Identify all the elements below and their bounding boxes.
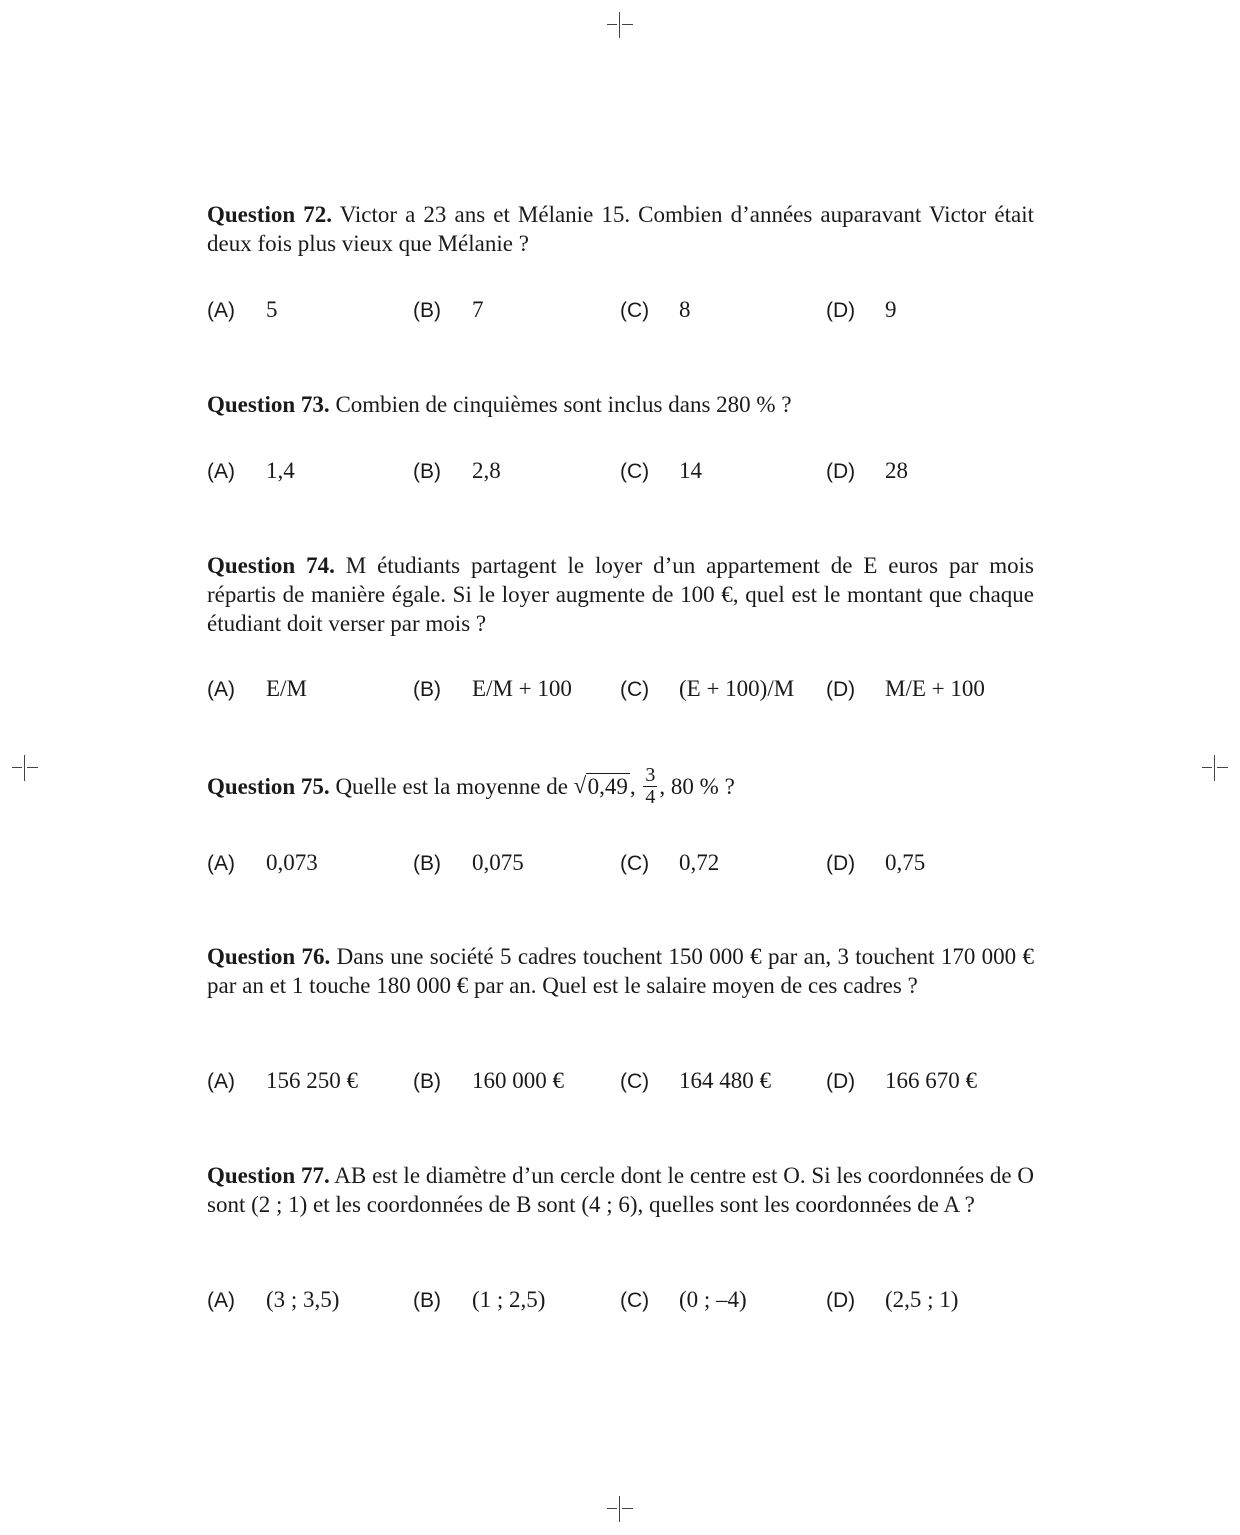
option-b[interactable] [413, 850, 524, 876]
option-value: (2,5 ; 1) [885, 1287, 959, 1312]
option-letter: (B) [413, 1289, 441, 1312]
option-b[interactable] [413, 676, 572, 702]
option-letter: (B) [413, 1070, 441, 1093]
answer-options [207, 458, 1034, 488]
option-d[interactable] [826, 297, 897, 323]
question-label: Question 76. [207, 944, 331, 969]
option-letter: (B) [413, 852, 441, 875]
option-c[interactable] [620, 1068, 771, 1094]
question-77 [207, 1161, 1034, 1312]
question-label: Question 72. [207, 202, 333, 227]
option-c[interactable] [620, 850, 719, 876]
question-label: Question 75. [207, 773, 330, 799]
option-value: (3 ; 3,5) [266, 1287, 340, 1312]
question-text [207, 1161, 1034, 1219]
option-letter: (B) [413, 678, 441, 701]
option-d[interactable] [826, 850, 925, 876]
question-body: AB est le diamètre d’un cercle dont le centre est O. Si les coordonnées de O sont (2 ; 1) et les coordonnées de B sont (4 ; 6), quelles sont les coordonnées de A ? [207, 1163, 1034, 1217]
separator: , [629, 773, 636, 799]
option-value: 0,75 [885, 850, 926, 875]
question-body-end: , 80 % ? [659, 773, 735, 799]
option-a[interactable] [207, 458, 295, 484]
option-value: (E + 100)/M [679, 676, 795, 701]
question-body: Victor a 23 ans et Mélanie 15. Combien d’années auparavant Victor était deux fois plus vieux que Mélanie ? [207, 202, 1034, 256]
crop-mark-bottom [607, 1496, 633, 1522]
option-value: 164 480 € [679, 1068, 771, 1093]
question-label: Question 73. [207, 392, 330, 417]
radical-sign-icon: √ [573, 772, 587, 798]
option-value: 28 [885, 458, 908, 483]
question-text [207, 200, 1034, 258]
option-value: 156 250 € [266, 1068, 358, 1093]
option-letter: (A) [207, 1289, 235, 1312]
option-letter: (A) [207, 852, 235, 875]
option-value: 5 [266, 297, 278, 322]
option-letter: (A) [207, 678, 235, 701]
question-body: Quelle est la moyenne de [335, 773, 568, 799]
option-value: 166 670 € [885, 1068, 977, 1093]
option-value: 9 [885, 297, 897, 322]
radicand: 0,49 [587, 773, 628, 799]
option-b[interactable] [413, 297, 484, 323]
option-c[interactable] [620, 676, 794, 702]
fraction [643, 765, 657, 808]
option-letter: (B) [413, 299, 441, 322]
option-value: 0,073 [266, 850, 318, 875]
answer-options [207, 676, 1034, 706]
option-c[interactable] [620, 297, 691, 323]
option-letter: (C) [620, 1070, 650, 1093]
question-body: Dans une société 5 cadres touchent 150 000 € par an, 3 touchent 170 000 € par an et 1 touche 180 000 € par an. Quel est le salaire moyen de ces cadres ? [207, 944, 1035, 998]
option-b[interactable] [413, 458, 501, 484]
option-letter: (D) [826, 460, 856, 483]
question-74 [207, 551, 1034, 701]
option-letter: (C) [620, 299, 650, 322]
square-root [574, 772, 630, 801]
option-a[interactable] [207, 1287, 339, 1313]
answer-options [207, 297, 1034, 327]
fraction-denominator: 4 [645, 786, 656, 808]
option-a[interactable] [207, 1068, 358, 1094]
option-value: 0,075 [472, 850, 524, 875]
option-value: 2,8 [472, 458, 501, 483]
question-75 [207, 764, 1034, 875]
fraction-numerator: 3 [645, 764, 656, 786]
option-b[interactable] [413, 1068, 564, 1094]
option-letter: (C) [620, 460, 650, 483]
option-c[interactable] [620, 458, 702, 484]
option-letter: (B) [413, 460, 441, 483]
option-letter: (C) [620, 678, 650, 701]
option-value: (0 ; –4) [679, 1287, 747, 1312]
question-body: Combien de cinquièmes sont inclus dans 280 % ? [335, 392, 792, 417]
question-text [207, 764, 1034, 810]
option-d[interactable] [826, 1287, 958, 1313]
question-76 [207, 942, 1035, 1093]
option-letter: (A) [207, 299, 235, 322]
option-value: 160 000 € [472, 1068, 564, 1093]
answer-options [207, 1287, 1034, 1317]
crop-mark-right [1202, 755, 1228, 781]
option-value: E/M + 100 [472, 676, 572, 701]
option-a[interactable] [207, 676, 307, 702]
option-letter: (C) [620, 1289, 650, 1312]
option-value: 7 [472, 297, 484, 322]
option-letter: (D) [826, 1070, 856, 1093]
option-a[interactable] [207, 850, 318, 876]
option-d[interactable] [826, 676, 985, 702]
crop-mark-left [12, 755, 38, 781]
option-value: M/E + 100 [885, 676, 985, 701]
option-value: 8 [679, 297, 691, 322]
question-72 [207, 200, 1034, 322]
option-letter: (D) [826, 852, 856, 875]
answer-options [207, 1068, 1034, 1098]
option-value: E/M [266, 676, 307, 701]
option-a[interactable] [207, 297, 278, 323]
option-letter: (C) [620, 852, 650, 875]
option-d[interactable] [826, 458, 908, 484]
option-value: (1 ; 2,5) [472, 1287, 546, 1312]
question-text [207, 551, 1034, 638]
question-text [207, 390, 1034, 419]
option-letter: (D) [826, 299, 856, 322]
crop-mark-top [607, 12, 633, 38]
option-letter: (A) [207, 1070, 235, 1093]
answer-options [207, 850, 1034, 880]
option-d[interactable] [826, 1068, 977, 1094]
option-letter: (D) [826, 1289, 856, 1312]
question-73 [207, 390, 1034, 483]
question-label: Question 74. [207, 553, 335, 578]
option-c[interactable] [620, 1287, 747, 1313]
option-value: 1,4 [266, 458, 295, 483]
question-text [207, 942, 1034, 1000]
option-letter: (D) [826, 678, 856, 701]
option-value: 0,72 [679, 850, 720, 875]
option-letter: (A) [207, 460, 235, 483]
option-b[interactable] [413, 1287, 545, 1313]
option-value: 14 [679, 458, 702, 483]
question-label: Question 77. [207, 1163, 330, 1188]
question-body: M étudiants partagent le loyer d’un appartement de E euros par mois répartis de manière égale. Si le loyer augmente de 100 €, quel est le montant que chaque étudiant doit verser par mois ? [207, 553, 1034, 636]
